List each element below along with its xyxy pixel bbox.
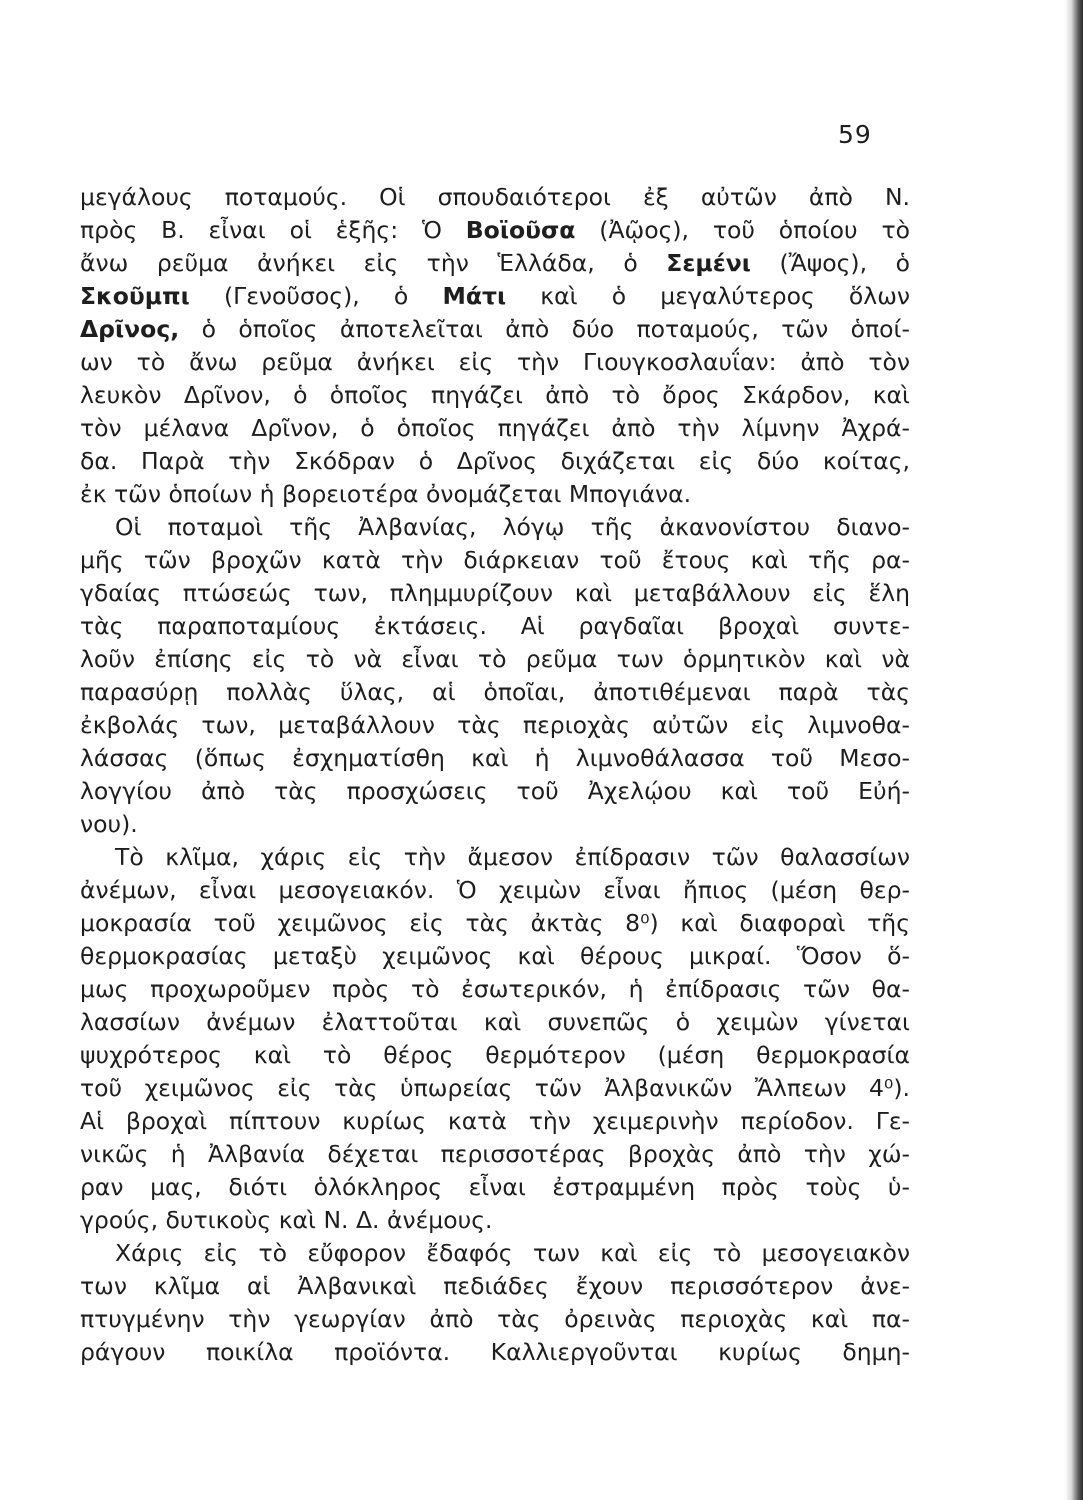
text-line xyxy=(80,973,910,1006)
text-span: τοῦ χειμῶνος εἰς τὰς ὑπωρείας τῶν Ἀλβανικῶν Ἄλπεων 4⁰). xyxy=(80,1074,910,1102)
text-line xyxy=(80,1336,910,1369)
text-span: (Ἀῷος), τοῦ ὁποίου τὸ xyxy=(575,216,910,244)
text-line xyxy=(80,1138,910,1171)
text-span: νου). xyxy=(80,810,138,838)
text-line xyxy=(80,346,910,379)
text-span: μῆς τῶν βροχῶν κατὰ τὴν διάρκειαν τοῦ ἔτους καὶ τῆς ρα- xyxy=(80,546,910,574)
text-line xyxy=(80,1204,910,1237)
text-line xyxy=(80,412,910,445)
text-span: πτυγμένην τὴν γεωργίαν ἀπὸ τὰς ὀρεινὰς περιοχὰς καὶ πα- xyxy=(80,1305,910,1333)
text-span: ράγουν ποικίλα προϊόντα. Καλλιεργοῦνται κυρίως δημη- xyxy=(80,1338,910,1366)
bold-term: Δρῖνος, xyxy=(80,315,180,343)
text-span: θερμοκρασίας μεταξὺ χειμῶνος καὶ θέρους μικραί. Ὅσον ὅ- xyxy=(80,942,910,970)
text-line xyxy=(80,478,910,511)
text-line xyxy=(80,544,910,577)
page-edge-shadow xyxy=(1065,0,1083,1500)
text-span: ψυχρότερος καὶ τὸ θέρος θερμότερον (μέση θερμοκρασία xyxy=(80,1041,910,1069)
text-span: τὸν μέλανα Δρῖνον, ὁ ὁποῖος πηγάζει ἀπὸ τὴν λίμνην Ἀχρά- xyxy=(80,414,910,442)
text-line xyxy=(80,1303,910,1336)
text-line xyxy=(80,907,910,940)
text-span: παρασύρῃ πολλὰς ὕλας, αἱ ὁποῖαι, ἀποτιθέμεναι παρὰ τὰς xyxy=(80,678,910,706)
text-span: ἄνω ρεῦμα ἀνήκει εἰς τὴν Ἑλλάδα, ὁ xyxy=(80,249,667,277)
text-span: μεγάλους ποταμούς. Οἱ σπουδαιότεροι ἐξ αὐτῶν ἀπὸ Ν. xyxy=(80,183,910,211)
bold-term: Σεμένι xyxy=(666,249,751,277)
text-span: (Ἄψος), ὁ xyxy=(750,249,910,277)
text-line xyxy=(80,247,910,280)
text-span: λευκὸν Δρῖνον, ὁ ὁποῖος πηγάζει ἀπὸ τὸ ὄρος Σκάρδον, καὶ xyxy=(80,381,910,409)
text-line xyxy=(80,775,910,808)
body-text xyxy=(80,181,910,1369)
text-line xyxy=(80,1270,910,1303)
text-line xyxy=(80,379,910,412)
text-span: (Γενοῦσος), ὁ xyxy=(189,282,443,310)
bold-term: Σκοῦμπι xyxy=(80,282,190,310)
text-line xyxy=(80,874,910,907)
text-line xyxy=(80,940,910,973)
text-span: πρὸς Β. εἶναι οἱ ἑξῆς: Ὁ xyxy=(80,216,466,244)
text-span: Οἱ ποταμοὶ τῆς Ἀλβανίας, λόγῳ τῆς ἀκανονίστου διανο- xyxy=(115,513,910,541)
text-line xyxy=(80,1006,910,1039)
text-line xyxy=(80,643,910,676)
text-span: ἀνέμων, εἶναι μεσογειακόν. Ὁ χειμὼν εἶναι ἤπιος (μέση θερ- xyxy=(80,876,910,904)
text-span: λογγίου ἀπὸ τὰς προσχώσεις τοῦ Ἀχελῴου καὶ τοῦ Εὐή- xyxy=(80,777,910,805)
text-span: δα. Παρὰ τὴν Σκόδραν ὁ Δρῖνος διχάζεται εἰς δύο κοίτας, xyxy=(80,447,910,475)
text-line xyxy=(80,445,910,478)
text-span: Τὸ κλῖμα, χάρις εἰς τὴν ἄμεσον ἐπίδρασιν τῶν θαλασσίων xyxy=(115,843,910,871)
text-span: ων τὸ ἄνω ρεῦμα ἀνήκει εἰς τὴν Γιουγκοσλαυΐαν: ἀπὸ τὸν xyxy=(80,348,910,376)
text-line xyxy=(80,577,910,610)
text-span: ἐκβολάς των, μεταβάλλουν τὰς περιοχὰς αὐτῶν εἰς λιμνοθα- xyxy=(80,711,910,739)
text-span: ἐκ τῶν ὁποίων ἡ βορειοτέρα ὀνομάζεται Μπογιάνα. xyxy=(80,480,692,508)
text-line xyxy=(80,676,910,709)
text-line xyxy=(80,214,910,247)
text-span: ὁ ὁποῖος ἀποτελεῖται ἀπὸ δύο ποταμούς, τῶν ὁποί- xyxy=(179,315,910,343)
text-span: μοκρασία τοῦ χειμῶνος εἰς τὰς ἀκτὰς 8⁰) καὶ διαφοραὶ τῆς xyxy=(80,909,910,937)
text-line xyxy=(80,709,910,742)
text-span: λάσσας (ὅπως ἐσχηματίσθη καὶ ἡ λιμνοθάλασσα τοῦ Μεσο- xyxy=(80,744,910,772)
page-number: 59 xyxy=(838,120,872,149)
text-span: καὶ ὁ μεγαλύτερος ὅλων xyxy=(506,282,910,310)
text-line xyxy=(80,511,910,544)
text-span: λασσίων ἀνέμων ἐλαττοῦται καὶ συνεπῶς ὁ χειμὼν γίνεται xyxy=(80,1008,910,1036)
text-span: λοῦν ἐπίσης εἰς τὸ νὰ εἶναι τὸ ρεῦμα των ὁρμητικὸν καὶ νὰ xyxy=(80,645,910,673)
text-span: Αἱ βροχαὶ πίπτουν κυρίως κατὰ τὴν χειμερινὴν περίοδον. Γε- xyxy=(80,1107,910,1135)
text-span: νικῶς ἡ Ἀλβανία δέχεται περισσοτέρας βροχὰς ἀπὸ τὴν χώ- xyxy=(80,1140,910,1168)
text-span: γρούς, δυτικοὺς καὶ Ν. Δ. ἀνέμους. xyxy=(80,1206,493,1234)
bold-term: Βοϊοῦσα xyxy=(465,216,576,244)
text-span: των κλῖμα αἱ Ἀλβανικαὶ πεδιάδες ἔχουν περισσότερον ἀνε- xyxy=(80,1272,910,1300)
text-line xyxy=(80,742,910,775)
text-span: γδαίας πτώσεώς των, πλημμυρίζουν καὶ μεταβάλλουν εἰς ἕλη xyxy=(80,579,910,607)
text-line xyxy=(80,1171,910,1204)
text-line xyxy=(80,610,910,643)
text-line xyxy=(80,1072,910,1105)
text-line xyxy=(80,1039,910,1072)
text-span: ραν μας, διότι ὁλόκληρος εἶναι ἐστραμμένη πρὸς τοὺς ὑ- xyxy=(80,1173,910,1201)
bold-term: Μάτι xyxy=(442,282,507,310)
text-line xyxy=(80,808,910,841)
text-span: Χάρις εἰς τὸ εὔφορον ἔδαφός των καὶ εἰς τὸ μεσογειακὸν xyxy=(115,1239,910,1267)
text-span: τὰς παραποταμίους ἐκτάσεις. Αἱ ραγδαῖαι βροχαὶ συντε- xyxy=(80,612,910,640)
text-line xyxy=(80,1105,910,1138)
text-line xyxy=(80,313,910,346)
text-line xyxy=(80,280,910,313)
text-line xyxy=(80,841,910,874)
text-line xyxy=(80,1237,910,1270)
text-line xyxy=(80,181,910,214)
text-span: μως προχωροῦμεν πρὸς τὸ ἐσωτερικόν, ἡ ἐπίδρασις τῶν θα- xyxy=(80,975,910,1003)
